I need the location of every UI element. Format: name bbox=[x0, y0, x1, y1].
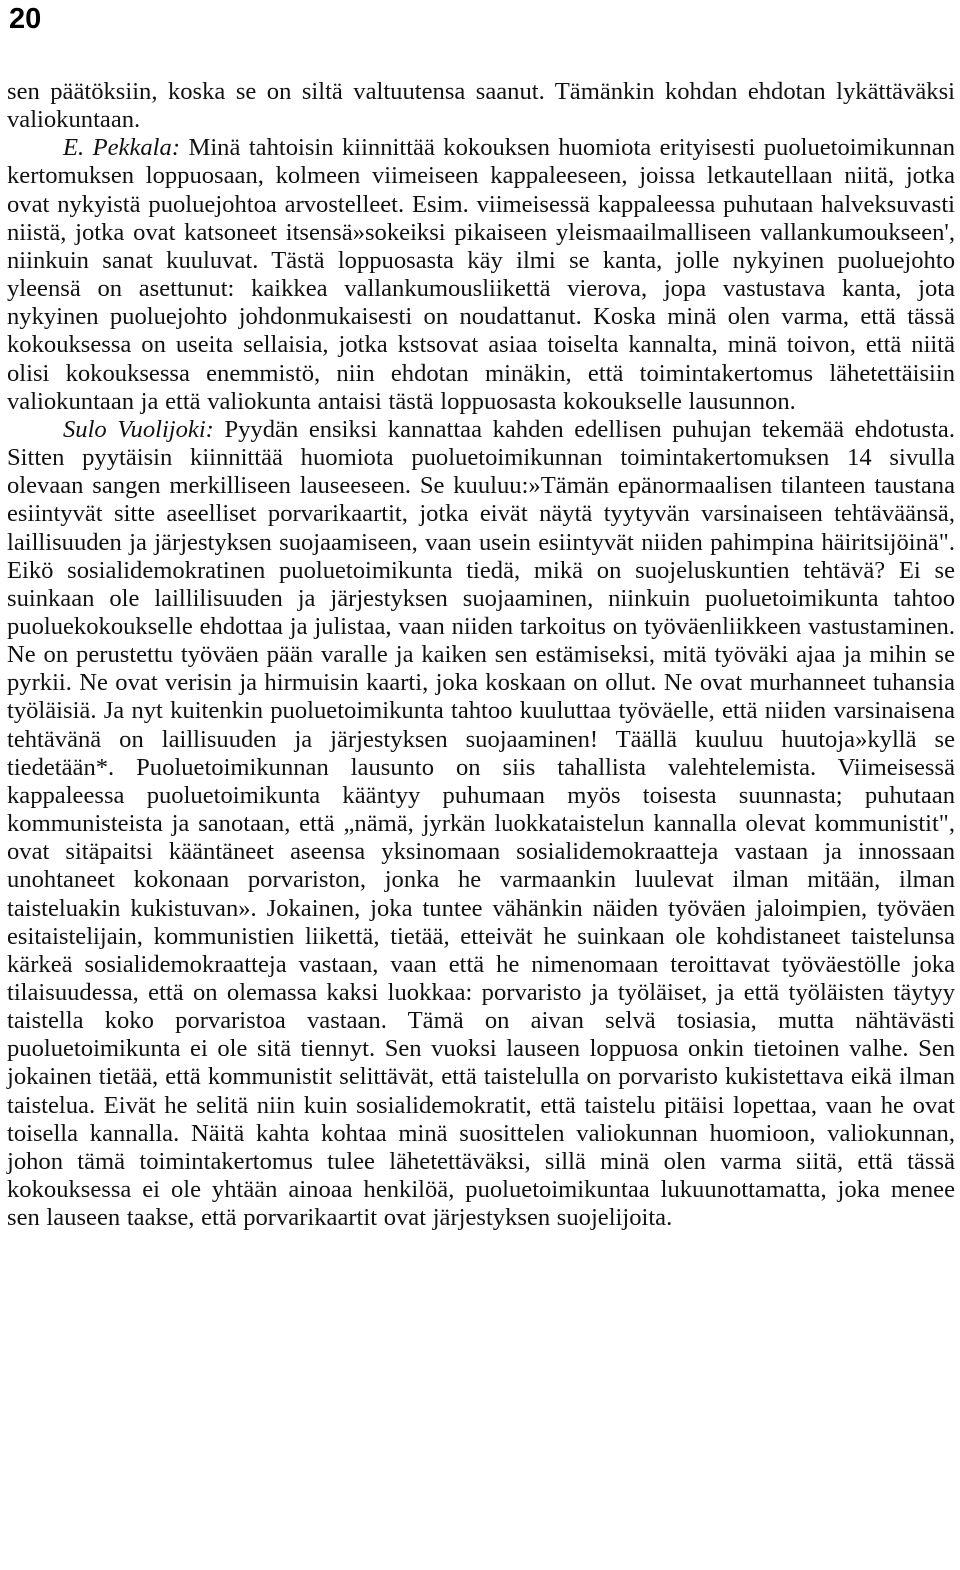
paragraph-3 bbox=[7, 416, 955, 1233]
paragraph-text: Pyydän ensiksi kannattaa kahden edellisen puhujan tekemää ehdotusta. Sitten pyytäisin kiinnittää huomiota puoluetoimikunnan toimintakertomuksen 14 sivulla olevaan sangen merkilliseen lauseeseen. Se kuuluu:»Tämän epänormaalisen tilanteen taustana esiintyvät sitte aseelliset porvarikaartit, jotka eivät näytä tyytyvän varsinaiseen tehtäväänsä, laillisuuden ja järjestyksen suojaamiseen, vaan usein esiintyvät niiden pahimpina häiritsijöinä". Eikö sosialidemokratinen puoluetoimikunta tiedä, mikä on suojeluskuntien tehtävä? Ei se suinkaan ole laillilisuuden ja järjestyksen suojaaminen, niinkuin puoluetoimikunta tahtoo puoluekokoukselle ehdottaa ja julistaa, vaan niiden tarkoitus on työväenliikkeen vastustaminen. Ne on perustettu työväen pään varalle ja kaiken sen estämiseksi, mitä työväki ajaa ja mihin se pyrkii. Ne ovat verisin ja hirmuisin kaarti, joka koskaan on ollut. Ne ovat murhanneet tuhansia työläisiä. Ja nyt kuitenkin puoluetoimikunta tahtoo kuuluttaa työväelle, että niiden varsinaisena tehtävänä on laillisuuden ja järjestyksen suojaaminen! Täällä kuuluu huutoja»kyllä se tiedetään*. Puoluetoimikunnan lausunto on siis tahallista valehtelemista. Viimeisessä kappaleessa puoluetoimikunta kääntyy puhumaan myös toisesta suunnasta; puhutaan kommunisteista ja sanotaan, että „nämä, jyrkän luokkataistelun kannalla olevat kommunistit", ovat sitäpaitsi kääntäneet aseensa yksinomaan sosialidemokraatteja vastaan ja innossaan unohtaneet kokonaan porvariston, jonka he varmaankin luulevat ilman mitään, ilman taisteluakin kukistuvan». Jokainen, joka tuntee vähänkin näiden työväen jaloimpien, työväen esitaistelijain, kommunistien liikettä, tietää, etteivät he suinkaan ole kohdistaneet taistelunsa kärkeä sosialidemokraatteja vastaan, vaan että he nimenomaan teroittavat työväestölle joka tilaisuudessa, että on olemassa kaksi luokkaa: porvaristo ja työläiset, ja että työläisten täytyy taistella koko porvaristoa vastaan. Tämä on aivan selvä tosiasia, mutta nähtävästi puoluetoimikunta ei ole sitä tiennyt. Sen vuoksi lauseen loppuosa onkin tietoinen valhe. Sen jokainen tietää, että kommunistit selittävät, että taistelulla on porvaristo kukistettava eikä ilman taistelua. Eivät he selitä niin kuin sosialidemokratit, että taistelu pitäisi lopettaa, vaan he ovat toisella kannalla. Näitä kahta kohtaa minä suosittelen valiokunnan huomioon, valiokunnan, johon tämä toimintakertomus tulee lähetettäväksi, sillä minä olen varma siitä, että tässä kokouksessa ei ole yhtään ainoaa henkilöä, puoluetoimikuntaa lukuunottamatta, joka menee sen lauseen taakse, että porvarikaartit ovat järjestyksen suojelijoita. bbox=[7, 415, 955, 1232]
paragraph-2 bbox=[7, 134, 955, 416]
paragraph-text: sen päätöksiin, koska se on siltä valtuutensa saanut. Tämänkin kohdan ehdotan lykättäväksi valiokuntaan. bbox=[7, 78, 955, 134]
paragraph-text: Minä tahtoisin kiinnittää kokouksen huomiota erityisesti puoluetoimikunnan kertomuksen loppuosaan, kolmeen viimeiseen kappaleeseen, joissa letkautellaan niitä, jotka ovat nykyistä puoluejohtoa arvostelleet. Esim. viimeisessä kappaleessa puhutaan halveksuvasti niistä, jotka ovat katsoneet itsensä»sokeiksi pikaiseen yleismaailmalliseen vallankumoukseen', niinkuin sanat kuuluvat. Tästä loppuosasta käy ilmi se kanta, jolle nykyinen puoluejohto yleensä on asettunut: kaikkea vallankumousliikettä vierova, jopa vastustava kanta, jota nykyinen puoluejohto johdonmukaisesti on noudattanut. Koska minä olen varma, että tässä kokouksessa on useita sellaisia, jotka kstsovat asiaa toiselta kannalta, minä toivon, että niitä olisi kokouksessa enemmistö, niin ehdotan minäkin, että toimintakertomus lähetettäisiin valiokuntaan ja että valiokunta antaisi tästä loppuosasta kokoukselle lausunnon. bbox=[7, 134, 955, 415]
page-number: 20 bbox=[9, 3, 42, 35]
paragraph-1 bbox=[7, 78, 955, 134]
speaker-name: E. Pekkala: bbox=[63, 134, 181, 162]
body-text bbox=[7, 78, 955, 1232]
speaker-name: Sulo Vuolijoki: bbox=[63, 415, 214, 443]
